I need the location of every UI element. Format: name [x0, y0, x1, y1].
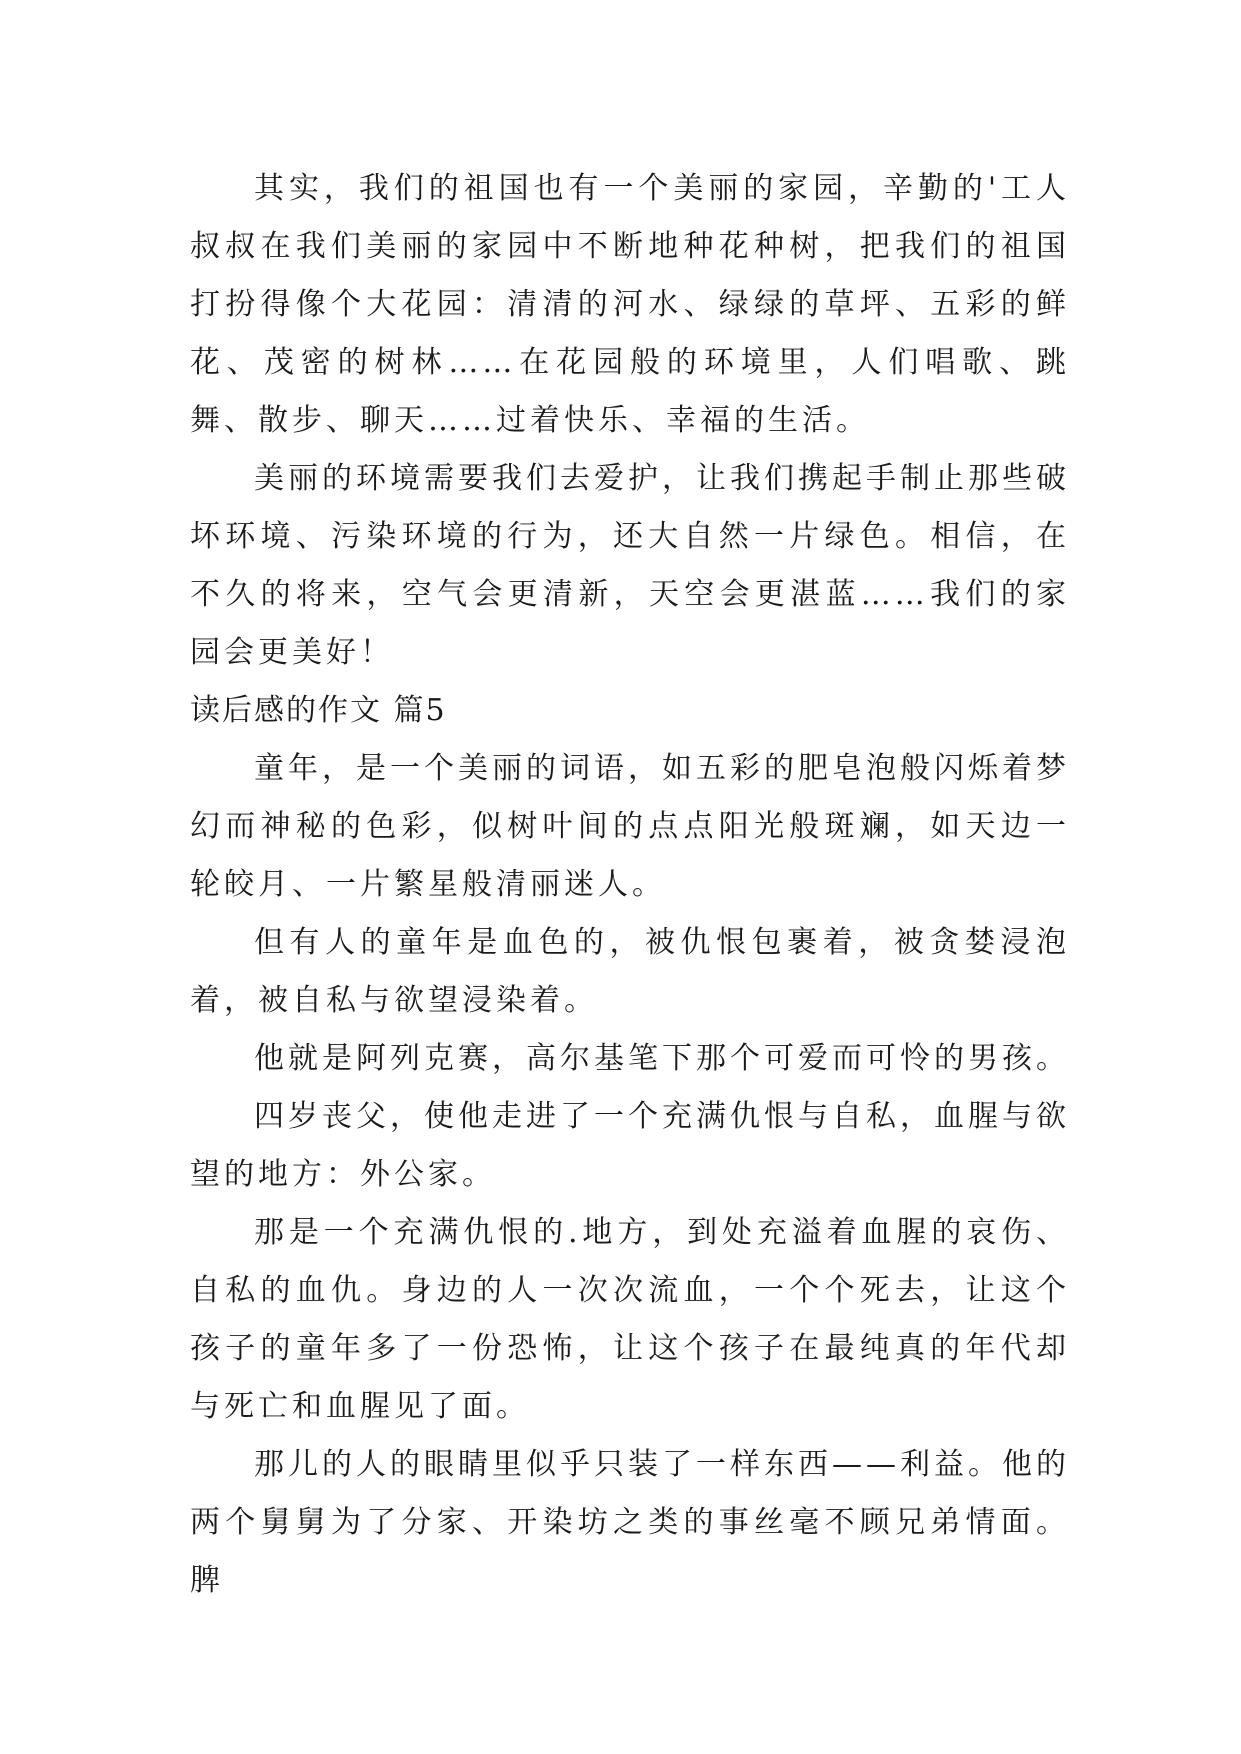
- paragraph: 那是一个充满仇恨的.地方，到处充溢着血腥的哀伤、自私的血仇。身边的人一次次流血，一个个死去，让这个孩子的童年多了一份恐怖，让这个孩子在最纯真的年代却与死亡和血腥见了面。: [190, 1215, 1070, 1424]
- section-heading: 读后感的作文 篇5: [190, 693, 447, 728]
- document-body: [190, 160, 1070, 1610]
- paragraph: 童年，是一个美丽的词语，如五彩的肥皂泡般闪烁着梦幻而神秘的色彩，似树叶间的点点阳光般斑斓，如天边一轮皎月、一片繁星般清丽迷人。: [190, 751, 1070, 902]
- paragraph: 其实，我们的祖国也有一个美丽的家园，辛勤的'工人叔叔在我们美丽的家园中不断地种花种树，把我们的祖国打扮得像个大花园：清清的河水、绿绿的草坪、五彩的鲜花、茂密的树林……在花园般的环境里，人们唱歌、跳舞、散步、聊天……过着快乐、幸福的生活。: [190, 171, 1070, 438]
- paragraph: 他就是阿列克赛，高尔基笔下那个可爱而可怜的男孩。: [254, 1041, 1070, 1076]
- paragraph: 但有人的童年是血色的，被仇恨包裹着，被贪婪浸泡着，被自私与欲望浸染着。: [190, 925, 1070, 1018]
- paragraph: 美丽的环境需要我们去爱护，让我们携起手制止那些破坏环境、污染环境的行为，还大自然一片绿色。相信，在不久的将来，空气会更清新，天空会更湛蓝……我们的家园会更美好！: [190, 461, 1070, 670]
- paragraph: 四岁丧父，使他走进了一个充满仇恨与自私，血腥与欲望的地方：外公家。: [190, 1099, 1070, 1192]
- paragraph: 那儿的人的眼睛里似乎只装了一样东西——利益。他的两个舅舅为了分家、开染坊之类的事丝毫不顾兄弟情面。脾: [190, 1447, 1070, 1598]
